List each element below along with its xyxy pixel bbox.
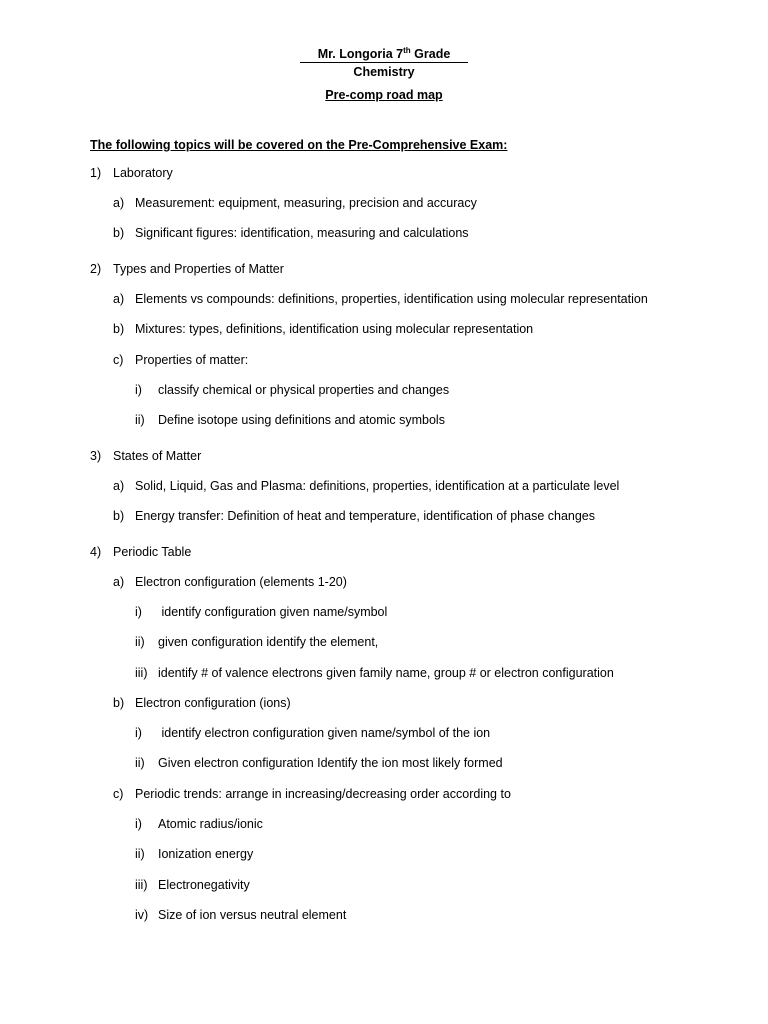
section-label: States of Matter xyxy=(113,449,202,463)
item-marker: c) xyxy=(113,787,124,801)
subitem-label: identify electron configuration given name/symbol of the ion xyxy=(158,726,491,740)
item-label: Properties of matter: xyxy=(135,353,249,367)
sub-list-item xyxy=(135,725,490,741)
list-item xyxy=(113,321,533,337)
list-item xyxy=(113,225,469,241)
item-marker: b) xyxy=(113,696,125,710)
section-marker: 1) xyxy=(90,166,102,180)
section-periodic-table xyxy=(90,544,191,560)
sub-list-item xyxy=(135,846,253,862)
subitem-marker: ii) xyxy=(135,635,145,649)
sub-list-item xyxy=(135,877,250,893)
sub-list-item xyxy=(135,816,263,832)
subitem-marker: ii) xyxy=(135,847,145,861)
subitem-label: given configuration identify the element, xyxy=(158,635,379,649)
sub-list-item xyxy=(135,382,449,398)
sub-list-item xyxy=(135,412,445,428)
teacher-name: Mr. Longoria 7 xyxy=(317,47,404,61)
list-item xyxy=(113,574,347,590)
list-item xyxy=(113,352,248,368)
item-label: Electron configuration (ions) xyxy=(135,696,291,710)
teacher-grade-suffix: Grade xyxy=(410,47,451,61)
page-title: Pre-comp road map xyxy=(325,88,443,102)
section-laboratory xyxy=(90,165,173,181)
item-label: Mixtures: types, definitions, identification using molecular representation xyxy=(135,322,534,336)
list-item xyxy=(113,508,595,524)
subitem-label: Ionization energy xyxy=(158,847,254,861)
subitem-marker: iv) xyxy=(135,908,149,922)
teacher-grade-superscript: th xyxy=(403,45,411,55)
subitem-label: Size of ion versus neutral element xyxy=(158,908,347,922)
list-item xyxy=(113,478,619,494)
section-label: Laboratory xyxy=(113,166,173,180)
sub-list-item xyxy=(135,665,614,681)
item-label: Elements vs compounds: definitions, properties, identification using molecular representation xyxy=(135,292,648,306)
subitem-label: Electronegativity xyxy=(158,878,250,892)
item-label: Significant figures: identification, measuring and calculations xyxy=(135,226,469,240)
intro-heading: The following topics will be covered on the Pre-Comprehensive Exam: xyxy=(90,138,508,152)
subitem-label: classify chemical or physical properties and changes xyxy=(158,383,450,397)
sub-list-item xyxy=(135,604,387,620)
item-marker: a) xyxy=(113,575,125,589)
item-label: Solid, Liquid, Gas and Plasma: definitions, properties, identification at a particulate level xyxy=(135,479,620,493)
list-item xyxy=(113,291,648,307)
section-marker: 2) xyxy=(90,262,102,276)
subitem-label: identify configuration given name/symbol xyxy=(158,605,388,619)
section-label: Periodic Table xyxy=(113,545,192,559)
item-marker: a) xyxy=(113,479,125,493)
section-types-properties xyxy=(90,261,284,277)
item-marker: a) xyxy=(113,292,125,306)
item-label: Energy transfer: Definition of heat and temperature, identification of phase changes xyxy=(135,509,596,523)
list-item xyxy=(113,195,477,211)
subitem-marker: i) xyxy=(135,605,142,619)
subitem-marker: iii) xyxy=(135,666,148,680)
sub-list-item xyxy=(135,907,346,923)
subject-heading: Chemistry xyxy=(353,65,415,79)
teacher-heading xyxy=(300,46,468,63)
item-marker: b) xyxy=(113,322,125,336)
item-marker: b) xyxy=(113,509,125,523)
section-marker: 4) xyxy=(90,545,102,559)
subitem-label: identify # of valence electrons given family name, group # or electron configuration xyxy=(158,666,614,680)
subitem-label: Atomic radius/ionic xyxy=(158,817,263,831)
item-marker: c) xyxy=(113,353,124,367)
item-label: Measurement: equipment, measuring, precision and accuracy xyxy=(135,196,477,210)
subitem-marker: i) xyxy=(135,726,142,740)
subitem-marker: i) xyxy=(135,817,142,831)
item-label: Electron configuration (elements 1-20) xyxy=(135,575,347,589)
item-marker: b) xyxy=(113,226,125,240)
subitem-marker: i) xyxy=(135,383,142,397)
sub-list-item xyxy=(135,634,378,650)
subitem-marker: ii) xyxy=(135,756,145,770)
item-label: Periodic trends: arrange in increasing/decreasing order according to xyxy=(135,787,511,801)
subitem-label: Given electron configuration Identify the ion most likely formed xyxy=(158,756,503,770)
subitem-marker: iii) xyxy=(135,878,148,892)
section-label: Types and Properties of Matter xyxy=(113,262,284,276)
section-marker: 3) xyxy=(90,449,102,463)
sub-list-item xyxy=(135,755,503,771)
subitem-label: Define isotope using definitions and atomic symbols xyxy=(158,413,445,427)
list-item xyxy=(113,786,511,802)
subitem-marker: ii) xyxy=(135,413,145,427)
list-item xyxy=(113,695,291,711)
item-marker: a) xyxy=(113,196,125,210)
section-states-of-matter xyxy=(90,448,201,464)
